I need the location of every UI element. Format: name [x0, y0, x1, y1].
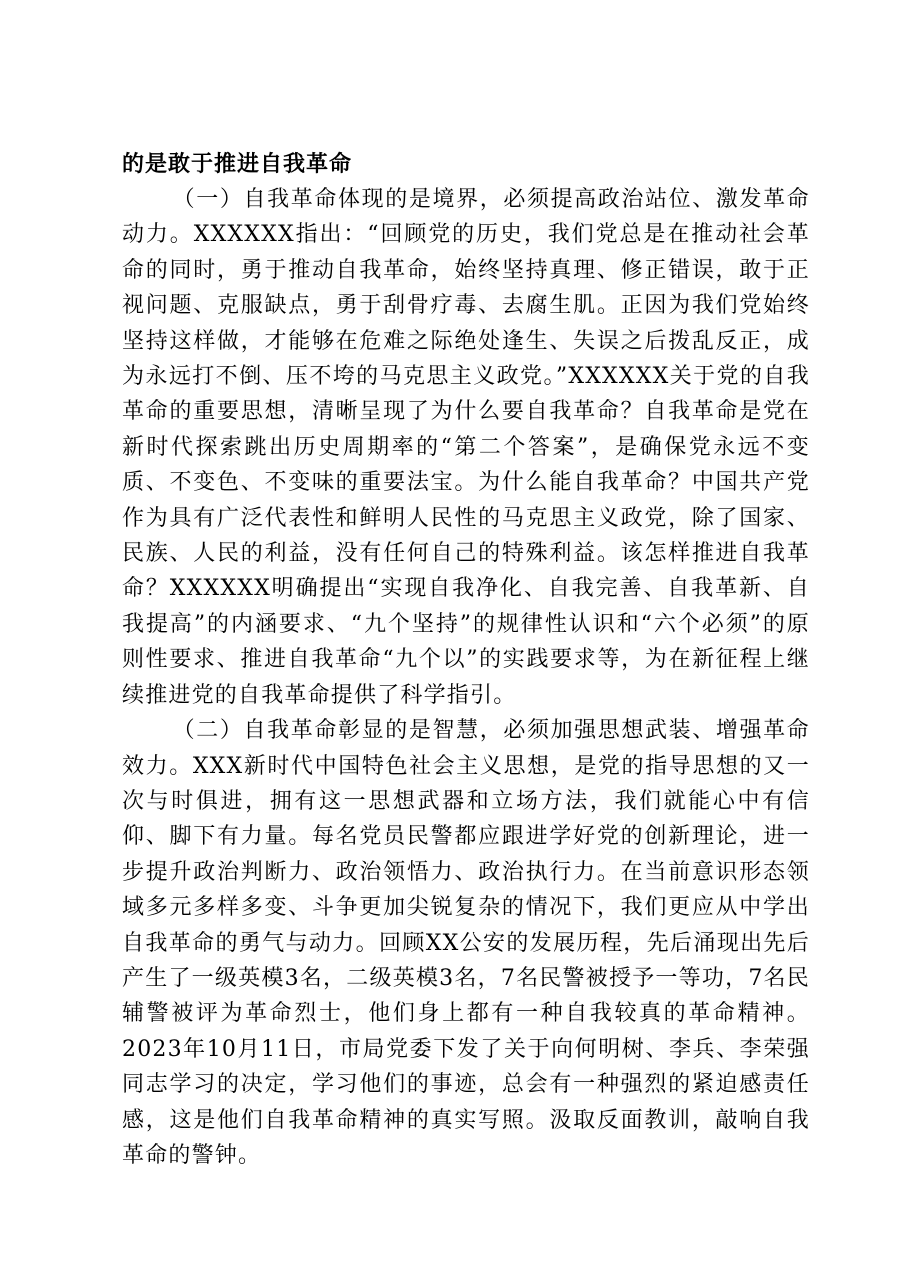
paragraph-2: （二）自我革命彰显的是智慧，必须加强思想武装、增强革命效力。XXX新时代中国特色社会主义思想，是党的指导思想的又一次与时俱进，拥有这一思想武器和立场方法，我们就能心中有信仰、脚下有力量。每名党员民警都应跟进学好党的创新理论，进一步提升政治判断力、政治领悟力、政治执行力。在当前意识形态领域多元多样多变、斗争更加尖锐复杂的情况下，我们更应从中学出自我革命的勇气与动力。回顾XX公安的发展历程，先后涌现出先后产生了一级英模3名，二级英模3名，7名民警被授予一等功，7名民辅警被评为革命烈士，他们身上都有一种自我较真的革命精神。2023年10月11日，市局党委下发了关于向何明树、李兵、李荣强同志学习的决定，学习他们的事迹，总会有一种强烈的紧迫感责任感，这是他们自我革命精神的真实写照。汲取反面教训，敲响自我革命的警钟。 — [122, 718, 810, 1168]
section-heading: 的是敢于推进自我革命 — [122, 152, 353, 177]
paragraph-1: （一）自我革命体现的是境界，必须提高政治站位、激发革命动力。XXXXXX指出：“回顾党的历史，我们党总是在推动社会革命的同时，勇于推动自我革命，始终坚持真理、修正错误，敢于正视问题、克服缺点，勇于刮骨疗毒、去腐生肌。正因为我们党始终坚持这样做，才能够在危难之际绝处逢生、失误之后拨乱反正，成为永远打不倒、压不垮的马克思主义政党。”XXXXXX关于党的自我革命的重要思想，清晰呈现了为什么要自我革命？自我革命是党在新时代探索跳出历史周期率的“第二个答案”，是确保党永远不变质、不变色、不变味的重要法宝。为什么能自我革命？中国共产党作为具有广泛代表性和鲜明人民性的马克思主义政党，除了国家、民族、人民的利益，没有任何自己的特殊利益。该怎样推进自我革命？XXXXXX明确提出“实现自我净化、自我完善、自我革新、自我提高”的内涵要求、“九个坚持”的规律性认识和“六个必须”的原则性要求、推进自我革命“九个以”的实践要求等，为在新征程上继续推进党的自我革命提供了科学指引。 — [122, 187, 810, 708]
document-body — [122, 148, 810, 1173]
